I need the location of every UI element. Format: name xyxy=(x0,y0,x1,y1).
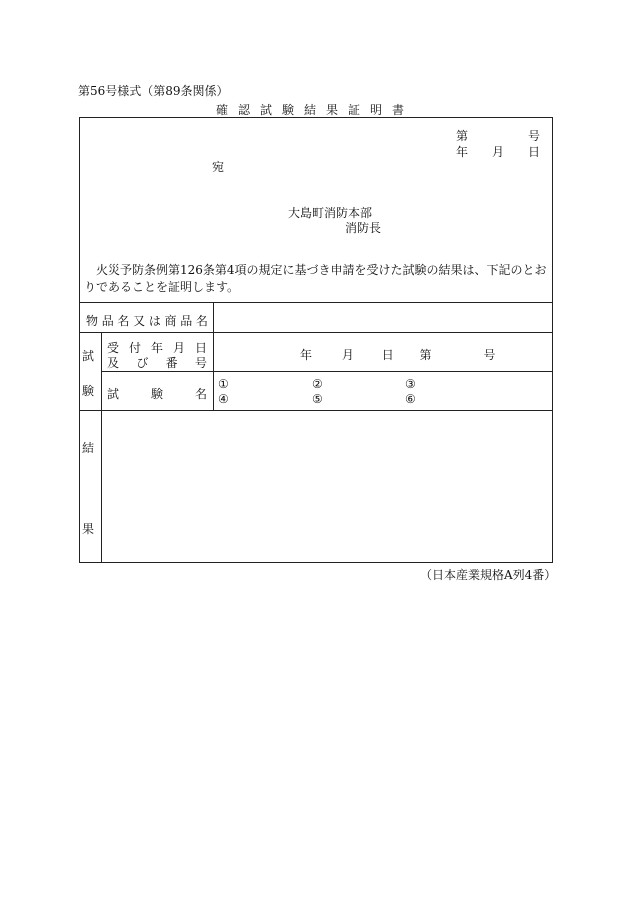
divider xyxy=(79,332,552,333)
document-title: 確認試験結果証明書 xyxy=(215,103,414,117)
number-suffix: 号 xyxy=(527,129,540,143)
divider xyxy=(79,410,552,411)
certification-statement: 火災予防条例第126条第4項の規定に基づき申請を受けた試験の結果は、下記のとおりであることを証明します。 xyxy=(84,263,547,294)
receipt-value: 年 月 日 第 号 xyxy=(300,348,496,362)
certificate-number xyxy=(456,127,540,144)
number-prefix: 第 xyxy=(456,129,469,143)
divider xyxy=(101,371,552,372)
date-month: 月 xyxy=(491,145,504,159)
issuer: 大島町消防本部 xyxy=(288,206,373,220)
test-name-label: 試 験 名 xyxy=(107,387,207,401)
date-day: 日 xyxy=(527,145,540,159)
certificate-date xyxy=(456,143,540,160)
divider xyxy=(101,332,102,562)
divider xyxy=(213,302,214,410)
addressee-suffix: 宛 xyxy=(212,160,225,174)
date-year: 年 xyxy=(456,145,469,159)
issuer-title: 消防長 xyxy=(345,221,382,235)
product-name-label: 物 品 名 又 は 商 品 名 xyxy=(86,314,208,328)
divider xyxy=(79,302,552,303)
form-number: 第56号様式（第89条関係） xyxy=(78,84,229,98)
paper-size-note: （日本産業規格A列4番） xyxy=(420,568,557,582)
